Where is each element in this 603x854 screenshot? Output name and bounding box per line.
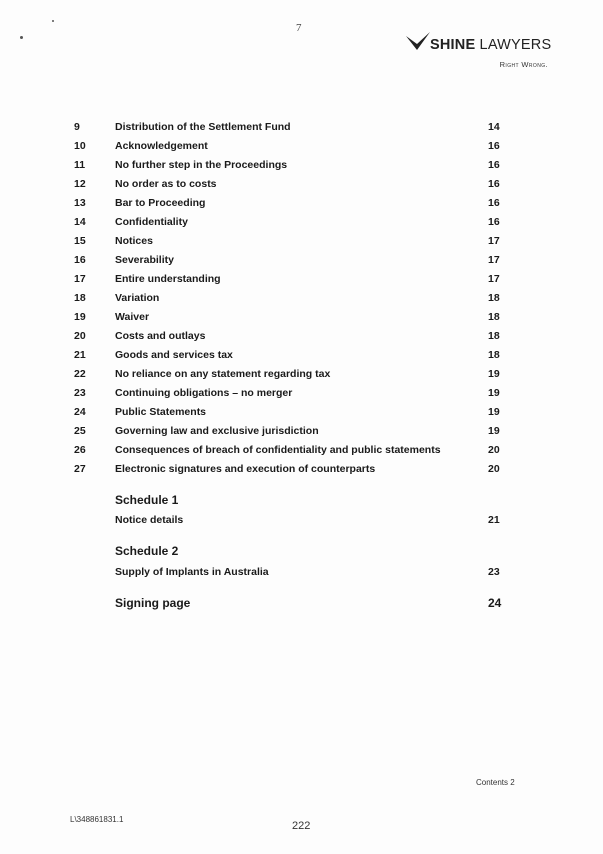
toc-num: 16	[74, 254, 86, 266]
toc-page: 19	[488, 387, 500, 399]
scan-speck	[52, 20, 54, 22]
toc-title: Consequences of breach of confidentiality and public statements	[115, 444, 441, 456]
toc-row[interactable]	[0, 197, 603, 213]
toc-row[interactable]	[0, 349, 603, 365]
toc-num: 18	[74, 292, 86, 304]
logo-tagline: Right Wrong.	[499, 60, 548, 69]
toc-row[interactable]	[0, 463, 603, 479]
toc-num: 12	[74, 178, 86, 190]
toc-row[interactable]	[0, 159, 603, 175]
toc-num: 24	[74, 406, 86, 418]
toc-num: 9	[74, 121, 80, 133]
toc-title: Public Statements	[115, 406, 207, 418]
toc-title: Acknowledgement	[115, 140, 208, 152]
toc-row[interactable]	[0, 425, 603, 441]
toc-title: Electronic signatures and execution of counterparts	[115, 463, 376, 475]
toc-page: 19	[488, 406, 500, 418]
schedule-1-heading: Schedule 1	[115, 493, 179, 507]
toc-title: Severability	[115, 254, 174, 266]
toc-num: 10	[74, 140, 86, 152]
logo-name-bold: SHINE	[430, 37, 476, 53]
toc-num: 15	[74, 235, 86, 247]
toc-title: Costs and outlays	[115, 330, 206, 342]
toc-title: No further step in the Proceedings	[115, 159, 288, 171]
toc-page: 14	[488, 121, 500, 133]
toc-row[interactable]	[0, 330, 603, 346]
toc-num: 23	[74, 387, 86, 399]
toc-title: Governing law and exclusive jurisdiction	[115, 425, 319, 437]
toc-row[interactable]	[0, 406, 603, 422]
toc-row[interactable]	[0, 178, 603, 194]
toc-page: 20	[488, 444, 500, 456]
schedule-2-heading: Schedule 2	[115, 544, 179, 558]
toc-row[interactable]	[0, 140, 603, 156]
toc-page: 18	[488, 292, 500, 304]
toc-num: 27	[74, 463, 86, 475]
toc-page: 18	[488, 349, 500, 361]
toc-page: 16	[488, 216, 500, 228]
toc-page: 17	[488, 254, 500, 266]
toc-page: 16	[488, 159, 500, 171]
toc-title: Entire understanding	[115, 273, 221, 285]
toc-row[interactable]	[0, 235, 603, 251]
swoosh-logo-icon	[404, 30, 432, 56]
toc-num: 26	[74, 444, 86, 456]
toc-row[interactable]	[0, 368, 603, 384]
toc-title: Distribution of the Settlement Fund	[115, 121, 291, 133]
scan-speck	[20, 36, 23, 39]
page-number-top: 7	[296, 22, 302, 34]
schedule-1-title: Notice details	[115, 514, 184, 526]
toc-row[interactable]	[0, 292, 603, 308]
toc-title: No reliance on any statement regarding tax	[115, 368, 331, 380]
schedule-2-title: Supply of Implants in Australia	[115, 566, 269, 578]
toc-num: 21	[74, 349, 86, 361]
toc-row[interactable]	[0, 444, 603, 460]
signing-page-page: 24	[488, 596, 502, 610]
toc-row[interactable]	[0, 273, 603, 289]
toc-num: 20	[74, 330, 86, 342]
toc-num: 17	[74, 273, 86, 285]
signing-page-title: Signing page	[115, 596, 191, 610]
document-reference: L\348861831.1	[70, 815, 124, 824]
toc-title: Variation	[115, 292, 160, 304]
toc-page: 20	[488, 463, 500, 475]
toc-page: 16	[488, 178, 500, 190]
toc-page: 17	[488, 273, 500, 285]
page-number-bottom: 222	[292, 820, 311, 832]
toc-num: 14	[74, 216, 86, 228]
toc-num: 22	[74, 368, 86, 380]
toc-page: 19	[488, 368, 500, 380]
toc-row[interactable]	[0, 121, 603, 137]
toc-num: 11	[74, 159, 86, 171]
toc-page: 16	[488, 197, 500, 209]
logo-wordmark	[430, 37, 551, 53]
schedule-2-page: 23	[488, 566, 500, 578]
shine-lawyers-logo	[404, 30, 554, 80]
toc-page: 17	[488, 235, 500, 247]
toc-row[interactable]	[0, 311, 603, 327]
toc-title: Continuing obligations – no merger	[115, 387, 293, 399]
schedule-1-page: 21	[488, 514, 500, 526]
toc-title: No order as to costs	[115, 178, 217, 190]
toc-title: Confidentiality	[115, 216, 188, 228]
toc-title: Waiver	[115, 311, 150, 323]
toc-row[interactable]	[0, 216, 603, 232]
logo-name-rest: LAWYERS	[475, 37, 552, 53]
toc-num: 25	[74, 425, 86, 437]
toc-page: 18	[488, 311, 500, 323]
toc-row[interactable]	[0, 254, 603, 270]
toc-title: Notices	[115, 235, 153, 247]
toc-title: Goods and services tax	[115, 349, 233, 361]
toc-title: Bar to Proceeding	[115, 197, 206, 209]
toc-page: 18	[488, 330, 500, 342]
toc-page: 19	[488, 425, 500, 437]
toc-page: 16	[488, 140, 500, 152]
toc-num: 13	[74, 197, 86, 209]
toc-row[interactable]	[0, 387, 603, 403]
contents-label: Contents 2	[476, 778, 515, 787]
toc-num: 19	[74, 311, 86, 323]
